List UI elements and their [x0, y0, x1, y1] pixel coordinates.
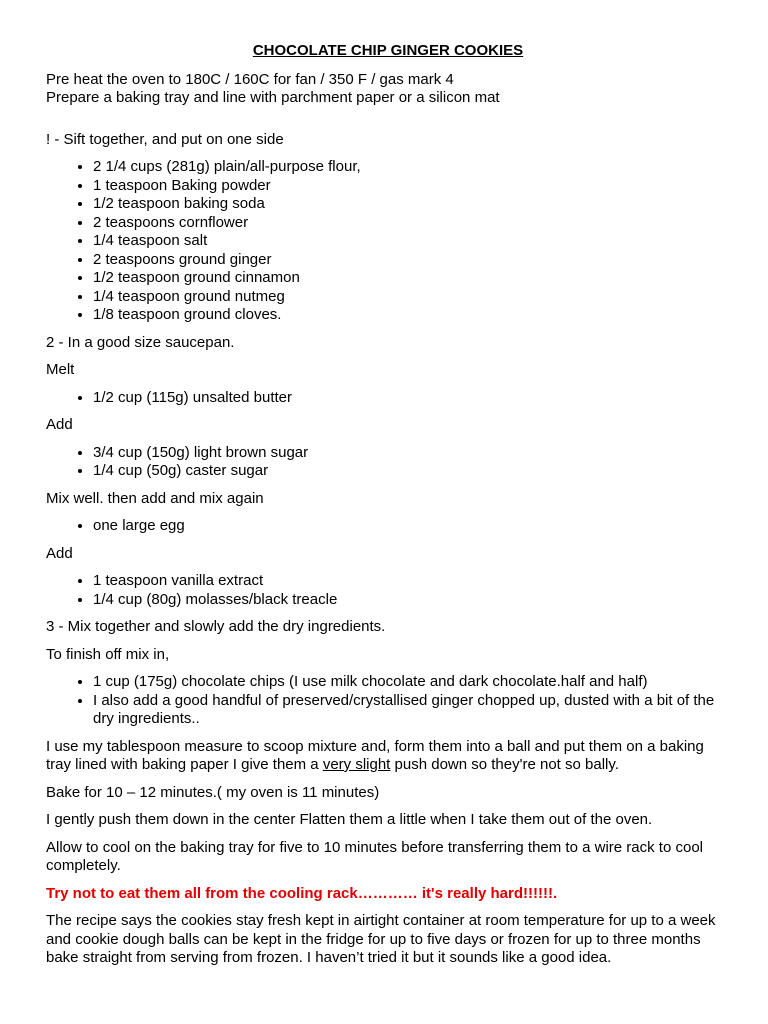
list-item: • 1/2 cup (115g) unsalted butter	[93, 389, 726, 408]
scoop-text-start: I use my tablespoon measure to scoop mixture and, form them into a ball and put them on a baking tray lined with baking paper I give them a	[46, 737, 704, 773]
list-item: • 1/8 teaspoon ground cloves.	[93, 306, 726, 325]
step2-heading: 2 - In a good size saucepan.	[46, 333, 235, 351]
prepare-tray-line: Prepare a baking tray and line with parchment paper or a silicon mat	[46, 89, 500, 106]
step3-heading: 3 - Mix together and slowly add the dry ingredients.	[46, 618, 386, 635]
scoop-underlined-text: very slight	[322, 756, 391, 773]
list-item: • 1/2 teaspoon baking soda	[93, 195, 726, 214]
list-item: • 1/2 teaspoon ground cinnamon	[93, 269, 726, 288]
sugar-list	[46, 444, 726, 481]
storage-paragraph: The recipe says the cookies stay fresh kept in airtight container at room temperature for up to a week and cookie dough balls can be kept in the fridge for up to five days or frozen for up to three months bake straight from serving from frozen. I haven’t tried it but it sounds like a good idea.	[46, 912, 716, 966]
list-item: • 1/4 teaspoon salt	[93, 232, 726, 251]
list-item: • 1/4 cup (80g) molasses/black treacle	[93, 591, 726, 610]
list-item: • I also add a good handful of preserved/crystallised ginger chopped up, dusted with a bit of the dry ingredients..	[93, 692, 726, 729]
egg-list	[46, 517, 726, 536]
list-item: • 1 teaspoon vanilla extract	[93, 572, 726, 591]
recipe-document	[46, 42, 726, 977]
preheat-line: Pre heat the oven to 180C / 160C for fan / 350 F / gas mark 4	[46, 70, 454, 88]
list-item: • 2 teaspoons ground ginger	[93, 251, 726, 270]
warning-text: Try not to eat them all from the cooling rack………… it's really hard!!!!!!.	[46, 884, 558, 902]
cool-paragraph: Allow to cool on the baking tray for five to 10 minutes before transferring them to a wire rack to cool completely.	[46, 838, 703, 874]
list-item: • 1/4 cup (50g) caster sugar	[93, 462, 726, 481]
scoop-paragraph	[46, 738, 726, 775]
scoop-text-end: push down so they're not so bally.	[390, 756, 619, 773]
vanilla-molasses-list	[46, 572, 726, 609]
intro-instructions	[46, 71, 726, 108]
push-paragraph: I gently push them down in the center Flatten them a little when I take them out of the oven.	[46, 811, 653, 828]
list-item: • 2 1/4 cups (281g) plain/all-purpose flour,	[93, 158, 726, 177]
finish-list	[46, 673, 726, 729]
melt-label: Melt	[46, 361, 75, 378]
dry-ingredients-list	[46, 158, 726, 325]
list-item: • 1/4 teaspoon ground nutmeg	[93, 288, 726, 307]
list-item: • 1 cup (175g) chocolate chips (I use milk chocolate and dark chocolate.half and half)	[93, 673, 726, 692]
step1-heading: ! - Sift together, and put on one side	[46, 130, 284, 148]
mix-label: Mix well. then add and mix again	[46, 489, 264, 507]
list-item: • 2 teaspoons cornflower	[93, 214, 726, 233]
add-label: Add	[46, 416, 73, 433]
list-item: • 1 teaspoon Baking powder	[93, 177, 726, 196]
melt-list	[46, 389, 726, 408]
finish-label: To finish off mix in,	[46, 645, 170, 663]
list-item: • 3/4 cup (150g) light brown sugar	[93, 444, 726, 463]
add-label-second: Add	[46, 544, 73, 562]
list-item: • one large egg	[93, 517, 726, 536]
bake-paragraph: Bake for 10 – 12 minutes.( my oven is 11 minutes)	[46, 783, 380, 801]
recipe-title: CHOCOLATE CHIP GINGER COOKIES	[252, 42, 524, 59]
